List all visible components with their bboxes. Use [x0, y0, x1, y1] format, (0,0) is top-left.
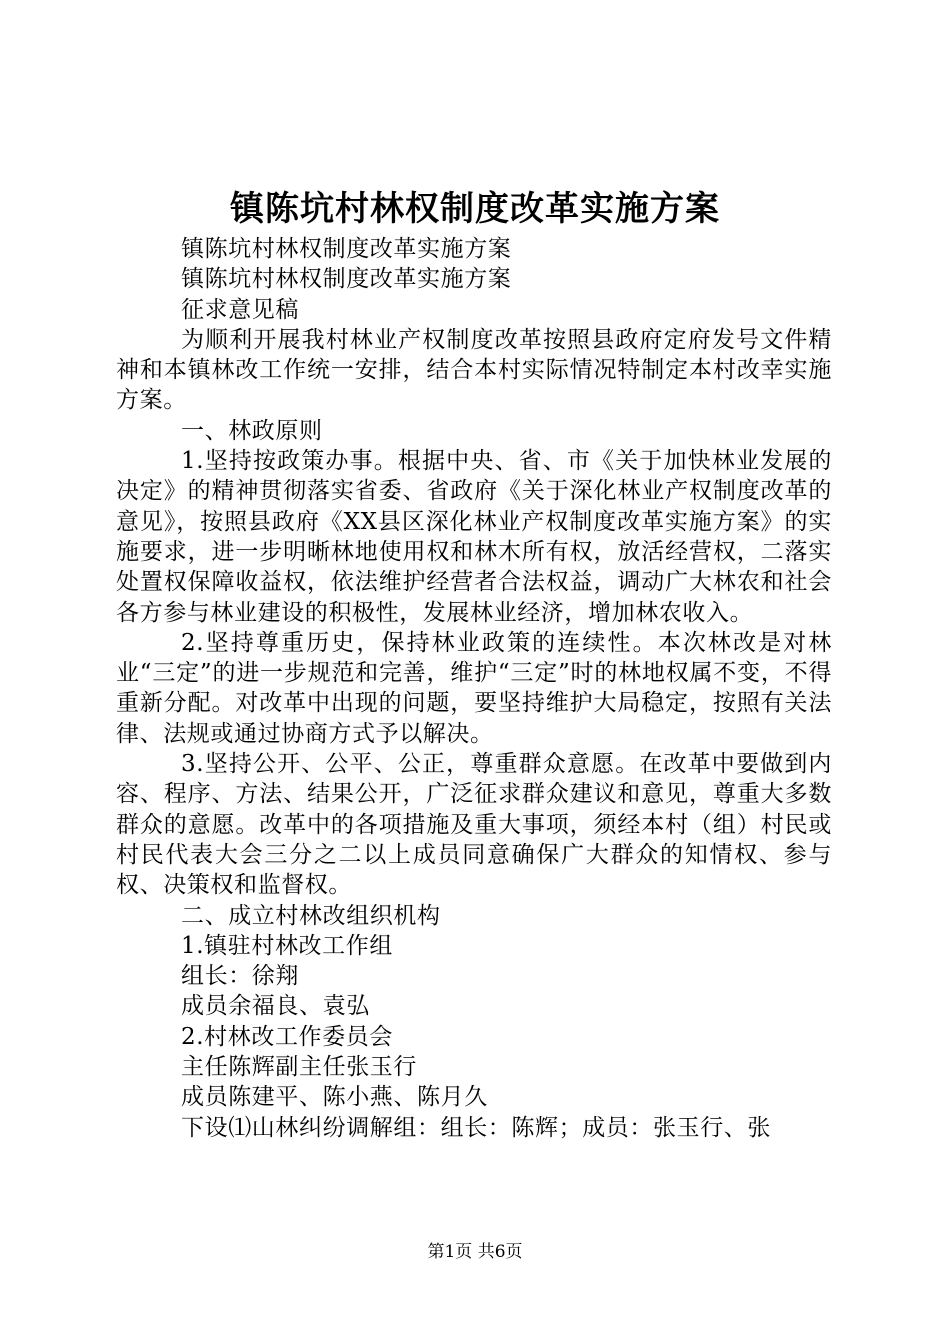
paragraph-committee-members: 成员陈建平、陈小燕、陈月久 — [181, 1084, 488, 1111]
paragraph-mediation-group: 下设⑴山林纠纷调解组：组长：陈辉；成员：张玉行、张 — [181, 1114, 771, 1141]
heading-organization: 二、成立村林改组织机构 — [181, 902, 441, 929]
heading-principles: 一、林政原则 — [181, 417, 323, 444]
paragraph-work-group: 1.镇驻村林改工作组 — [181, 932, 393, 959]
paragraph-committee: 2.村林改工作委员会 — [181, 1023, 393, 1050]
document-body — [116, 234, 832, 1143]
document-title: 镇陈坑村林权制度改革实施方案 — [230, 189, 720, 229]
paragraph-principle-2: 2.坚持尊重历史，保持林业政策的连续性。本次林改是对林业“三定”的进一步规范和完善，维护“三定”时的林地权属不变，不得重新分配。对改革中出现的问题，要坚持维护大局稳定，按照有关法律、法规或通过协商方式予以解决。 — [116, 629, 832, 747]
paragraph-group-members: 成员余福良、袁弘 — [181, 993, 370, 1020]
paragraph-subtitle-2: 镇陈坑村林权制度改革实施方案 — [181, 266, 512, 293]
paragraph-committee-directors: 主任陈辉副主任张玉行 — [181, 1054, 417, 1081]
paragraph-group-leader: 组长：徐翔 — [181, 963, 299, 990]
paragraph-draft-note: 征求意见稿 — [181, 296, 299, 323]
paragraph-intro: 为顺利开展我村林业产权制度改革按照县政府定府发号文件精神和本镇林改工作统一安排，结合本村实际情况特制定本村改幸实施方案。 — [116, 326, 832, 414]
paragraph-principle-3: 3.坚持公开、公平、公正，尊重群众意愿。在改革中要做到内容、程序、方法、结果公开，广泛征求群众建议和意见，尊重大多数群众的意愿。改革中的各项措施及重大事项，须经本村（组）村民或村民代表大会三分之二以上成员同意确保广大群众的知情权、参与权、决策权和监督权。 — [116, 751, 832, 899]
paragraph-principle-1: 1.坚持按政策办事。根据中央、省、市《关于加快林业发展的决定》的精神贯彻落实省委、省政府《关于深化林业产权制度改革的意见》，按照县政府《XX县区深化林业产权制度改革实施方案》的实施要求，进一步明晰林地使用权和林木所有权，放活经营权，二落实处置权保障收益权，依法维护经营者合法权益，调动广大林农和社会各方参与林业建设的积极性，发展林业经济，增加林农收入。 — [116, 448, 832, 626]
paragraph-subtitle-1: 镇陈坑村林权制度改革实施方案 — [181, 236, 512, 262]
page-number-footer: 第1页 共6页 — [427, 1242, 523, 1262]
